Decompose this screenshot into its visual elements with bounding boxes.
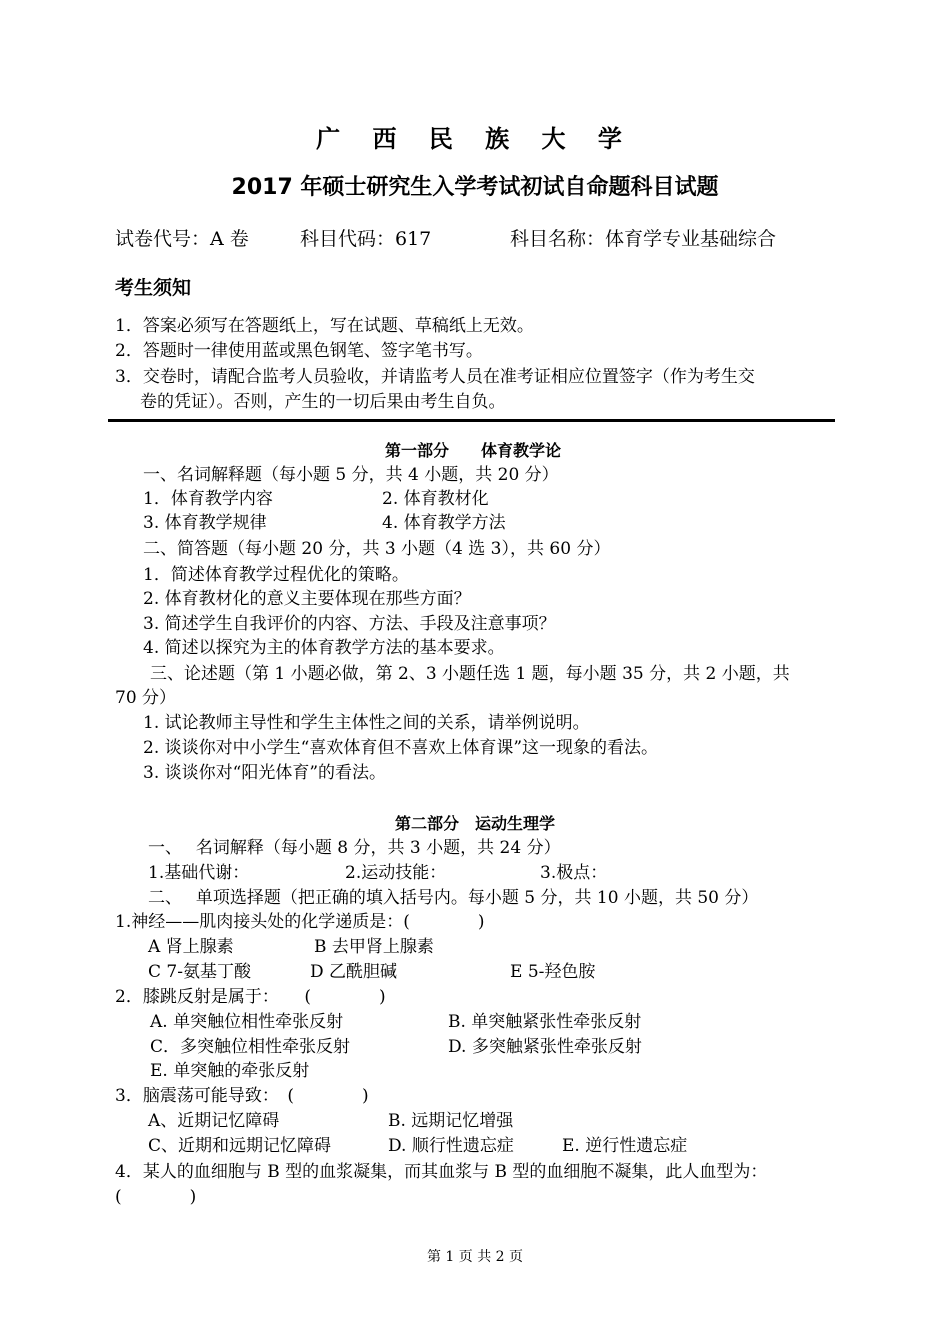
part1-title: 第一部分 体育教学论 — [385, 441, 562, 460]
part1-sec1-item: 2. 体育教材化 — [382, 489, 489, 509]
part2-sec1-item: 3.极点： — [540, 863, 608, 883]
question-option: B. 远期记忆增强 — [388, 1111, 514, 1131]
question-option: C 7-氨基丁酸 — [148, 962, 251, 982]
question-option: A 肾上腺素 — [148, 937, 234, 957]
part1-sec2-item: 1．简述体育教学过程优化的策略。 — [143, 565, 409, 585]
part1-sec2-item: 4. 简述以探究为主的体育教学方法的基本要求。 — [143, 638, 505, 658]
part2-sec1-item: 1.基础代谢： — [148, 863, 250, 883]
divider-rule — [108, 419, 835, 422]
part1-sec1-item: 3. 体育教学规律 — [143, 513, 267, 533]
notice-item: 3．交卷时，请配合监考人员验收，并请监考人员在准考证相应位置签字（作为考生交 — [115, 367, 755, 387]
part1-sec3-item: 1. 试论教师主导性和学生主体性之间的关系，请举例说明。 — [143, 713, 590, 733]
question-option: A. 单突触位相性牵张反射 — [150, 1012, 344, 1032]
part2-sec1-item: 2.运动技能： — [345, 863, 447, 883]
question-option: C、近期和远期记忆障碍 — [148, 1136, 332, 1156]
part1-sec3-item: 3. 谈谈你对“阳光体育”的看法。 — [143, 763, 387, 783]
question-stem: 2．膝跳反射是属于： ( ) — [115, 987, 386, 1007]
question-option: B 去甲肾上腺素 — [314, 937, 434, 957]
question-option: B. 单突触紧张性牵张反射 — [448, 1012, 642, 1032]
part1-sec2-item: 3. 简述学生自我评价的内容、方法、手段及注意事项？ — [143, 614, 556, 634]
question-stem: 4．某人的血细胞与 B 型的血浆凝集，而其血浆与 B 型的血细胞不凝集，此人血型为： — [115, 1162, 768, 1182]
part1-sec1-item: 4. 体育教学方法 — [382, 513, 506, 533]
part1-sec2-title: 二、简答题（每小题 20 分，共 3 小题（4 选 3），共 60 分） — [143, 539, 611, 559]
part2-title: 第二部分 运动生理学 — [395, 814, 556, 833]
question-stem: 3．脑震荡可能导致： ( ) — [115, 1086, 369, 1106]
subject-name: 科目名称：体育学专业基础综合 — [510, 228, 777, 250]
part1-sec3-title: 三、论述题（第 1 小题必做，第 2、3 小题任选 1 题，每小题 35 分，共 2 小题，共 — [150, 664, 790, 684]
part1-sec2-item: 2. 体育教材化的意义主要体现在那些方面？ — [143, 589, 471, 609]
question-option: D. 多突触紧张性牵张反射 — [448, 1037, 642, 1057]
part1-sec1-title: 一、名词解释题（每小题 5 分，共 4 小题，共 20 分） — [143, 465, 559, 485]
university-title: 广 西 民 族 大 学 — [316, 125, 634, 153]
question-option: A、近期记忆障碍 — [148, 1111, 280, 1131]
paper-code: 试卷代号：A 卷 — [115, 228, 249, 250]
notice-item: 2．答题时一律使用蓝或黑色钢笔、签字笔书写。 — [115, 341, 483, 361]
question-stem: 1.神经——肌肉接头处的化学递质是：( ) — [115, 912, 485, 932]
notice-item: 卷的凭证）。否则，产生的一切后果由考生自负。 — [140, 392, 506, 412]
notice-heading: 考生须知 — [115, 277, 192, 299]
subject-code: 科目代码：617 — [300, 228, 432, 250]
notice-item: 1．答案必须写在答题纸上，写在试题、草稿纸上无效。 — [115, 316, 534, 336]
question-option: C．多突触位相性牵张反射 — [150, 1037, 351, 1057]
question-option: E 5-羟色胺 — [510, 962, 596, 982]
part1-sec3-title-cont: 70 分） — [115, 688, 177, 708]
page-number: 第 1 页 共 2 页 — [426, 1249, 524, 1265]
part2-sec1-title: 一、 名词解释（每小题 8 分，共 3 小题，共 24 分） — [148, 838, 561, 858]
part1-sec3-item: 2. 谈谈你对中小学生“喜欢体育但不喜欢上体育课”这一现象的看法。 — [143, 738, 659, 758]
question-option: E. 逆行性遗忘症 — [562, 1136, 688, 1156]
question-option: D 乙酰胆碱 — [310, 962, 398, 982]
question-stem-cont: ( ) — [115, 1187, 197, 1207]
question-option: D. 顺行性遗忘症 — [388, 1136, 514, 1156]
part2-sec2-title: 二、 单项选择题（把正确的填入括号内。每小题 5 分，共 10 小题，共 50 分） — [148, 888, 759, 908]
question-option: E. 单突触的牵张反射 — [150, 1061, 310, 1081]
part1-sec1-item: 1．体育教学内容 — [143, 489, 273, 509]
exam-title: 2017 年硕士研究生入学考试初试自命题科目试题 — [231, 175, 719, 200]
